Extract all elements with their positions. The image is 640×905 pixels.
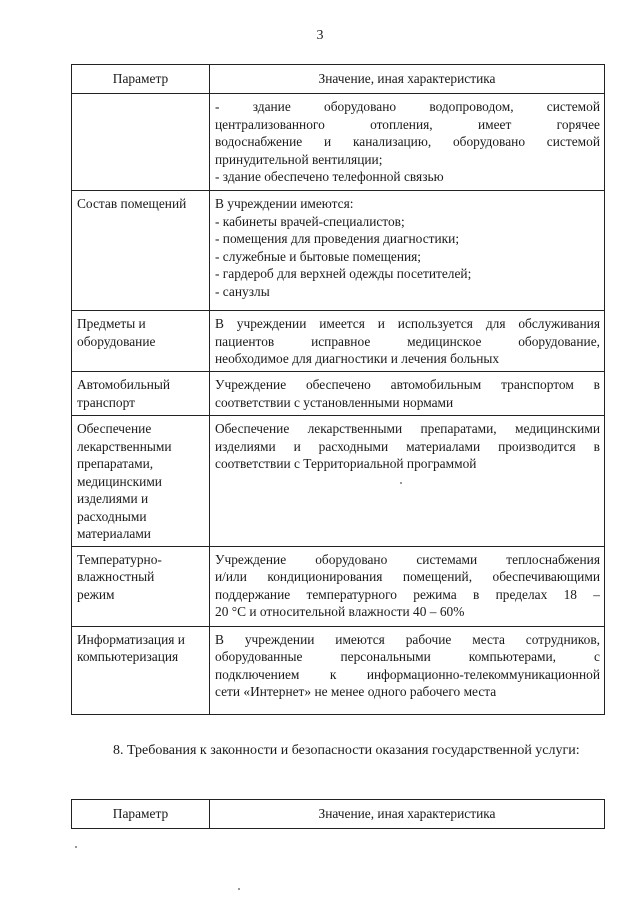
value-line: В учреждении имеется и используется для обслуживания [215, 316, 600, 331]
value-line: централизованного отопления, имеет горячее [215, 116, 600, 132]
table-row [72, 311, 605, 372]
header-param: Параметр [72, 800, 210, 829]
value-line: соответствии с установленными нормами [215, 394, 454, 410]
table-row [72, 191, 605, 311]
scan-speck [75, 846, 77, 848]
param-line: Информатизация и [77, 631, 185, 647]
value-line: - гардероб для верхней одежды посетителей; [215, 266, 472, 281]
value-line: сети «Интернет» не менее одного рабочего места [215, 684, 497, 699]
param-cell [72, 626, 210, 714]
value-line: подключением к информационно-телекоммуникационной [215, 666, 600, 682]
param-cell [72, 372, 210, 416]
param-cell [72, 546, 210, 626]
table-row [72, 94, 605, 191]
param-line: лекарственными [77, 438, 172, 454]
page-number: 3 [316, 28, 324, 43]
value-line: - помещения для проведения диагностики; [215, 231, 460, 246]
value-line: 20 °С и относительной влажности 40 – 60% [215, 604, 465, 619]
param-line: Предметы и [77, 316, 146, 331]
value-cell [210, 311, 605, 372]
value-line: Учреждение обеспечено автомобильным транспортом в [215, 377, 600, 392]
value-line: - кабинеты врачей-специалистов; [215, 213, 405, 229]
value-line: Учреждение оборудовано системами теплоснабжения [215, 551, 600, 567]
value-line: В учреждении имеются рабочие места сотрудников, [215, 631, 600, 647]
value-line: - санузлы [215, 283, 270, 299]
value-line: оборудованные персональными компьютерами, с [215, 649, 600, 664]
table-row [72, 372, 605, 416]
header-value: Значение, иная характеристика [210, 65, 605, 94]
param-cell [72, 416, 210, 547]
scan-speck [400, 482, 402, 484]
param-line: режим [77, 586, 115, 602]
value-cell [210, 626, 605, 714]
param-cell [72, 311, 210, 372]
value-line: соответствии с Территориальной программой [215, 456, 477, 471]
scan-speck [238, 888, 240, 890]
param-line: расходными [77, 508, 147, 524]
table-row [72, 416, 605, 547]
table-row [72, 626, 605, 714]
characteristics-table [71, 64, 605, 715]
value-line: - здание оборудовано водопроводом, системой [215, 99, 600, 114]
param-line: Температурно- [77, 551, 162, 567]
param-line: транспорт [77, 394, 135, 410]
value-line: изделиями и расходными материалами производится в [215, 438, 600, 454]
value-line: и/или кондиционирования помещений, обеспечивающими [215, 569, 600, 584]
value-line: Обеспечение лекарственными препаратами, медицинскими [215, 421, 600, 436]
param-line: медицинскими [77, 473, 162, 489]
table-header-row [72, 65, 605, 94]
header-value: Значение, иная характеристика [210, 800, 605, 829]
value-line: - служебные и бытовые помещения; [215, 248, 422, 264]
param-line: влажностный [77, 569, 155, 584]
value-cell [210, 416, 605, 547]
table-header-row [72, 800, 605, 829]
section-8-heading: 8. Требования к законности и безопасности оказания государственной услуги: [113, 743, 580, 758]
param-line: препаратами, [77, 456, 154, 471]
param-line: оборудование [77, 333, 156, 349]
value-line: - здание обеспечено телефонной связью [215, 169, 444, 184]
param-cell [72, 191, 210, 311]
param-line: компьютеризация [77, 649, 179, 664]
value-line: необходимое для диагностики и лечения больных [215, 351, 500, 366]
value-line: поддержание температурного режима в пределах 18 – [215, 586, 600, 602]
value-line: пациентов исправное медицинское оборудование, [215, 333, 600, 349]
value-cell [210, 191, 605, 311]
value-line: водоснабжение и канализацию, оборудовано системой [215, 134, 600, 149]
value-cell [210, 546, 605, 626]
param-line: Автомобильный [77, 377, 171, 392]
param-line: изделиями и [77, 491, 149, 506]
value-line: принудительной вентиляции; [215, 151, 383, 167]
value-cell [210, 94, 605, 191]
legality-table [71, 799, 605, 829]
param-line: Состав помещений [77, 196, 187, 211]
param-line: Обеспечение [77, 421, 152, 436]
value-cell [210, 372, 605, 416]
param-cell [72, 94, 210, 191]
table-row [72, 546, 605, 626]
value-line: В учреждении имеются: [215, 196, 354, 211]
header-param: Параметр [72, 65, 210, 94]
param-line: материалами [77, 526, 151, 541]
